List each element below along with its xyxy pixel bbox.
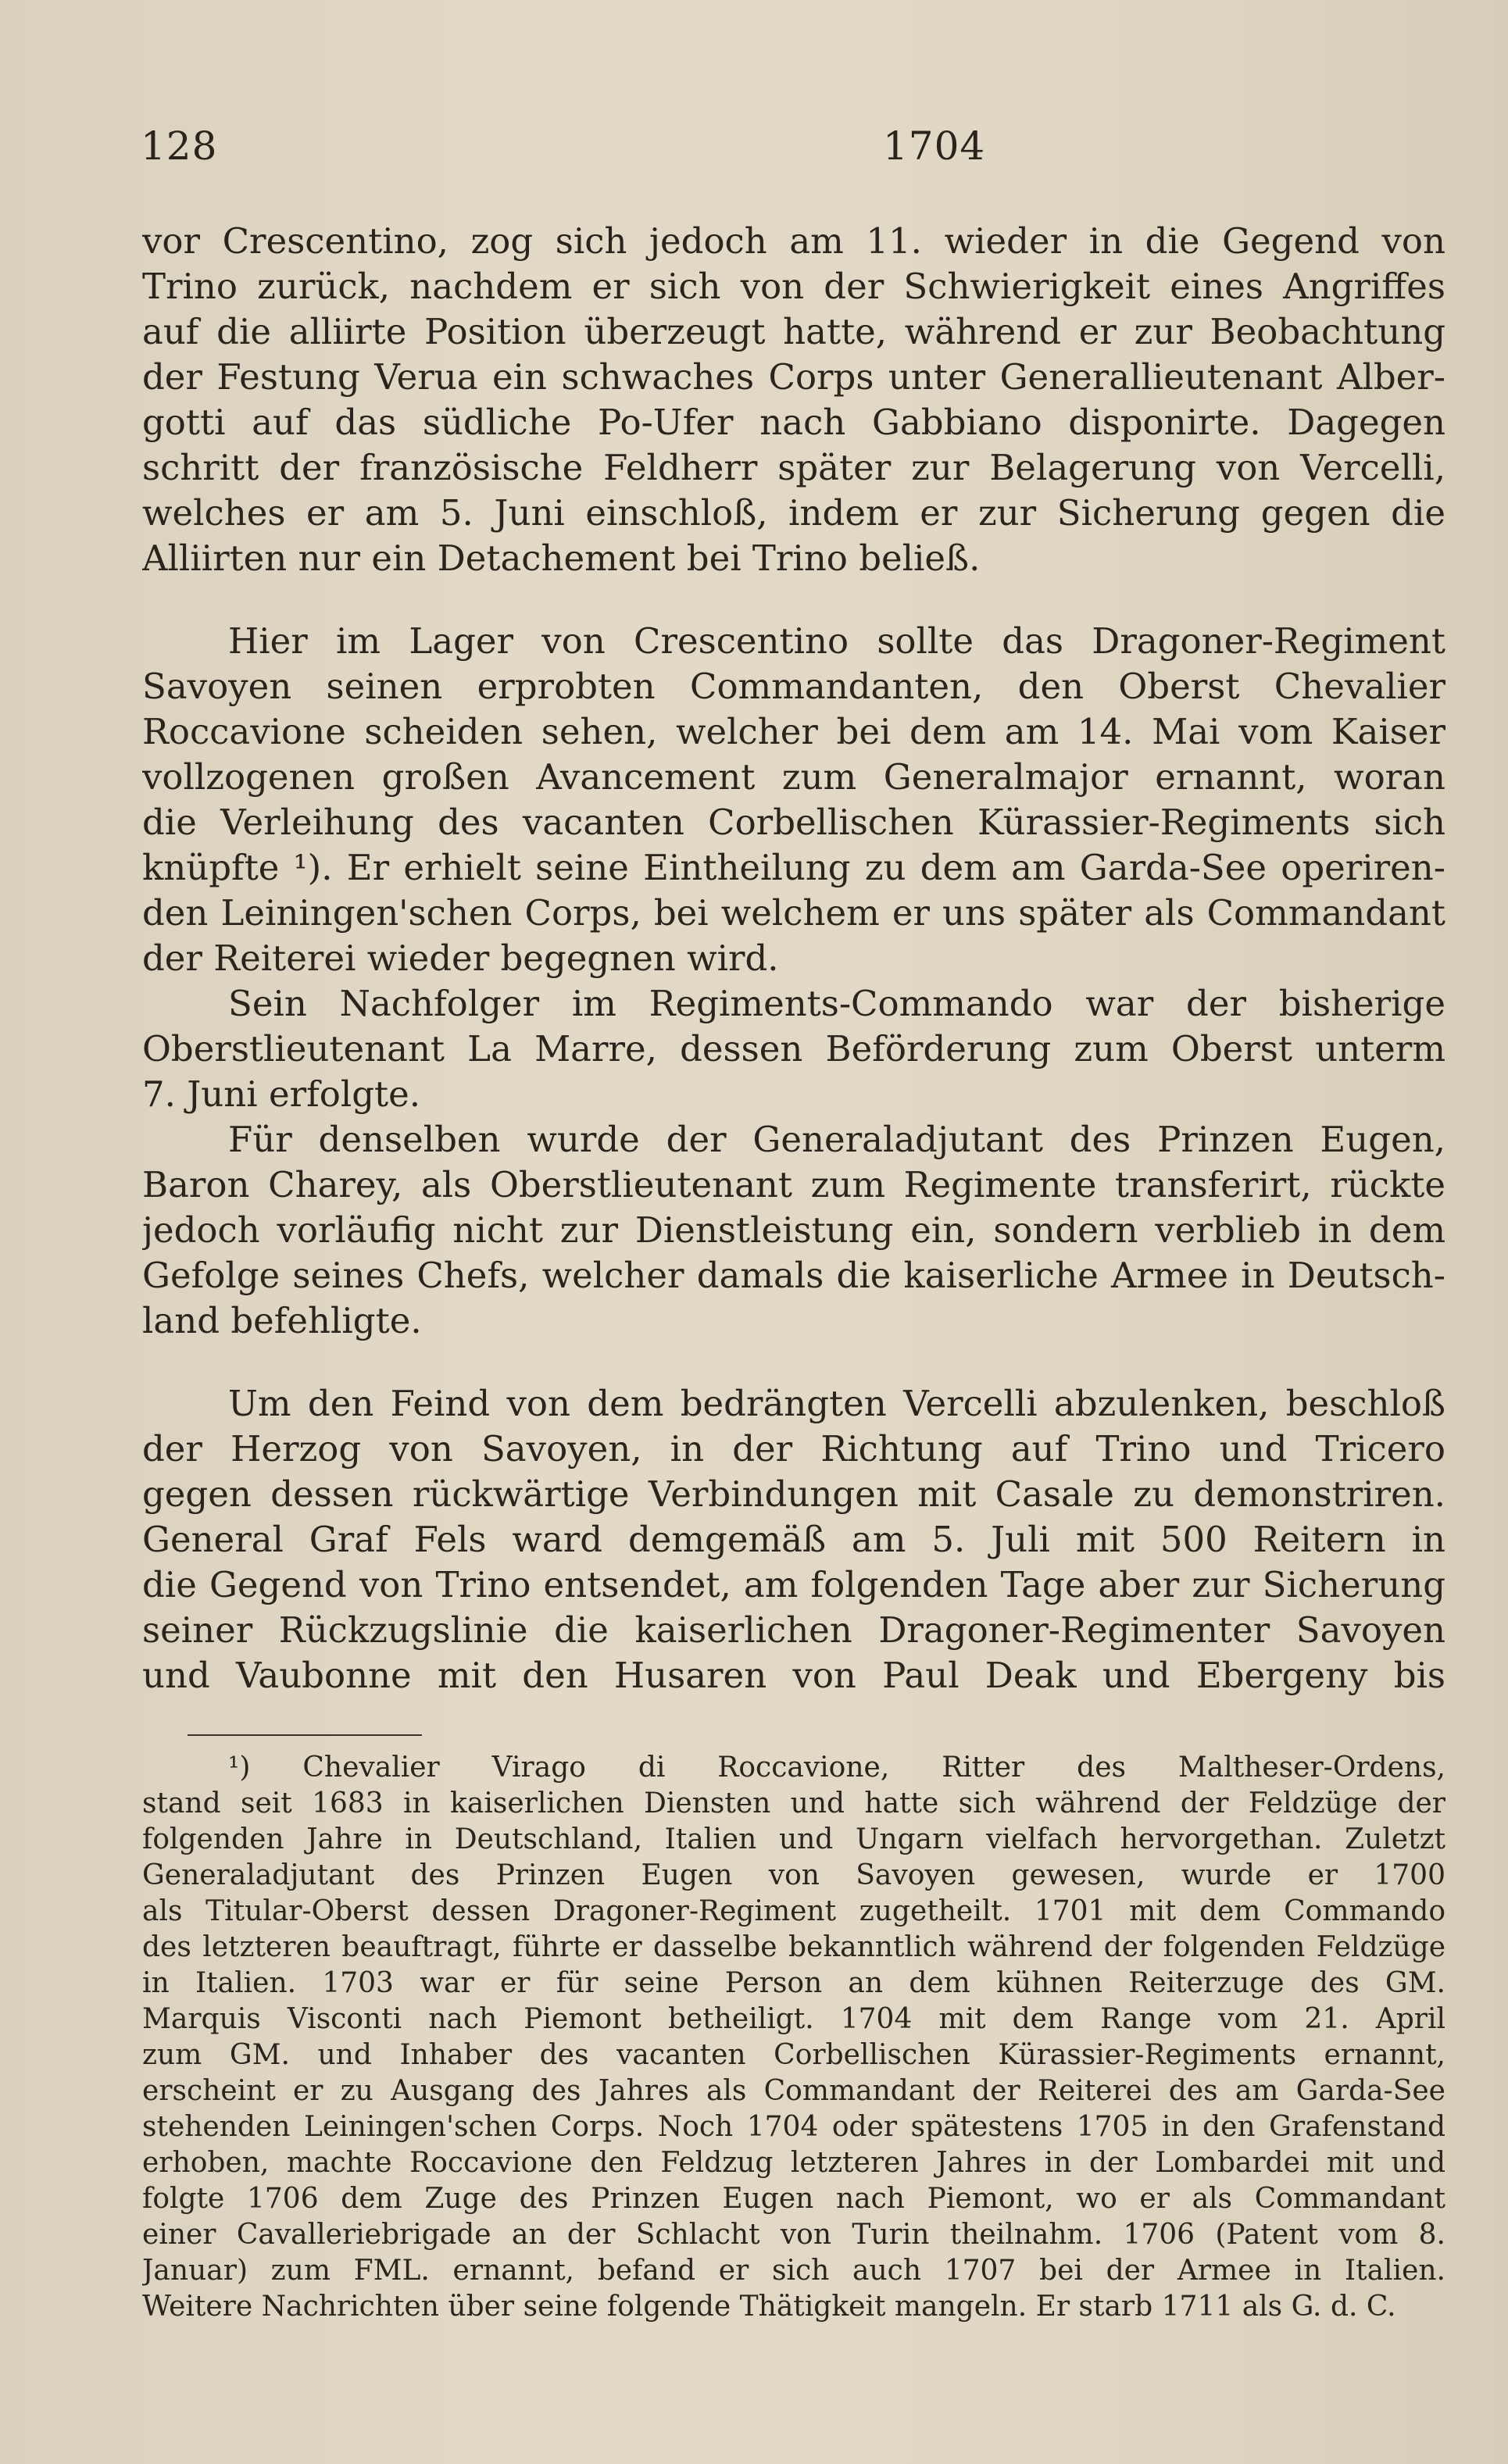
footnote-line: des letzteren beauftragt, führte er dasselbe bekanntlich während der folgenden Feldzüge (142, 1931, 1445, 1963)
footnote-line: in Italien. 1703 war er für seine Person an dem kühnen Reiterzuge des GM. (142, 1967, 1445, 1999)
text-line: knüpfte ¹). Er erhielt seine Eintheilung zu dem am Garda-See operiren- (142, 847, 1445, 888)
text-line: Baron Charey, als Oberstlieutenant zum Regimente transferirt, rückte (142, 1164, 1445, 1205)
text-line: die Verleihung des vacanten Corbellischen Kürassier-Regiments sich (142, 802, 1445, 843)
text-line: gegen dessen rückwärtige Verbindungen mit Casale zu demonstriren. (142, 1473, 1445, 1515)
footnote-line: folgenden Jahre in Deutschland, Italien und Ungarn vielfach hervorgethan. Zuletzt (142, 1823, 1445, 1855)
text-line: auf die alliirte Position überzeugt hatte, während er zur Beobachtung (142, 311, 1445, 352)
text-line: Um den Feind von dem bedrängten Vercelli abzulenken, beschloß (228, 1383, 1445, 1424)
text-line: gotti auf das südliche Po-Ufer nach Gabbiano disponirte. Dagegen (142, 402, 1445, 443)
text-line: der Reiterei wieder begegnen wird. (142, 937, 779, 979)
text-line: schritt der französische Feldherr später zur Belagerung von Vercelli, (142, 447, 1445, 488)
text-line: der Festung Verua ein schwaches Corps unter Generallieutenant Alber- (142, 356, 1445, 398)
footnote-line: als Titular-Oberst dessen Dragoner-Regiment zugetheilt. 1701 mit dem Commando (142, 1895, 1445, 1927)
text-line: Für denselben wurde der Generaladjutant des Prinzen Eugen, (228, 1119, 1445, 1160)
text-line: vollzogenen großen Avancement zum Generalmajor ernannt, woran (142, 756, 1445, 798)
running-head-year: 1704 (883, 123, 986, 169)
footnote-line: erhoben, machte Roccavione den Feldzug letzteren Jahres in der Lombardei mit und (142, 2147, 1445, 2179)
text-line: Hier im Lager von Crescentino sollte das Dragoner-Regiment (228, 620, 1445, 662)
footnote-line: folgte 1706 dem Zuge des Prinzen Eugen nach Piemont, wo er als Commandant (142, 2183, 1445, 2215)
text-line: den Leiningen'schen Corps, bei welchem er uns später als Commandant (142, 892, 1445, 934)
footnote-line: ¹) Chevalier Virago di Roccavione, Ritter des Maltheser-Ordens, (228, 1752, 1445, 1784)
footnote-line: zum GM. und Inhaber des vacanten Corbellischen Kürassier-Regiments ernannt, (142, 2039, 1445, 2071)
text-line: und Vaubonne mit den Husaren von Paul Deak und Ebergeny bis (142, 1655, 1445, 1696)
text-line: welches er am 5. Juni einschloß, indem er zur Sicherung gegen die (142, 492, 1445, 534)
footnote (142, 1750, 1445, 2325)
text-line: General Graf Fels ward demgemäß am 5. Juli mit 500 Reitern in (142, 1519, 1445, 1560)
text-line: land befehligte. (142, 1300, 422, 1341)
footnote-line: Marquis Visconti nach Piemont betheiligt. 1704 mit dem Range vom 21. April (142, 2003, 1445, 2035)
text-line: Savoyen seinen erprobten Commandanten, den Oberst Chevalier (142, 666, 1445, 707)
footnote-line: Generaladjutant des Prinzen Eugen von Savoyen gewesen, wurde er 1700 (142, 1859, 1445, 1891)
footnote-line: Januar) zum FML. ernannt, befand er sich auch 1707 bei der Armee in Italien. (142, 2255, 1445, 2287)
text-line: Gefolge seines Chefs, welcher damals die kaiserliche Armee in Deutsch- (142, 1255, 1445, 1296)
text-line: der Herzog von Savoyen, in der Richtung auf Trino und Tricero (142, 1428, 1445, 1469)
text-line: vor Crescentino, zog sich jedoch am 11. wieder in die Gegend von (142, 220, 1445, 262)
footnote-line: einer Cavalleriebrigade an der Schlacht von Turin theilnahm. 1706 (Patent vom 8. (142, 2219, 1445, 2251)
text-line: Sein Nachfolger im Regiments-Commando war der bisherige (228, 983, 1445, 1024)
text-line: Roccavione scheiden sehen, welcher bei dem am 14. Mai vom Kaiser (142, 711, 1445, 752)
footnote-line: stehenden Leiningen'schen Corps. Noch 1704 oder spätestens 1705 in den Grafenstand (142, 2111, 1445, 2143)
body-text (142, 219, 1445, 1698)
paragraph-gap (142, 1344, 1445, 1381)
page-number: 128 (141, 123, 218, 169)
footnote-line: stand seit 1683 in kaiserlichen Diensten und hatte sich während der Feldzüge der (142, 1787, 1445, 1819)
footnote-line: erscheint er zu Ausgang des Jahres als Commandant der Reiterei des am Garda-See (142, 2075, 1445, 2107)
text-line: die Gegend von Trino entsendet, am folgenden Tage aber zur Sicherung (142, 1564, 1445, 1605)
page-header (141, 123, 1445, 178)
footnote-line: Weitere Nachrichten über seine folgende Thätigkeit mangeln. Er starb 1711 als G. d. C. (142, 2291, 1396, 2323)
text-line: seiner Rückzugslinie die kaiserlichen Dragoner-Regimenter Savoyen (142, 1609, 1445, 1651)
text-line: 7. Juni erfolgte. (142, 1073, 421, 1115)
text-line: Trino zurück, nachdem er sich von der Schwierigkeit eines Angriffes (142, 266, 1445, 307)
footnote-divider (188, 1734, 422, 1736)
text-line: Alliirten nur ein Detachement bei Trino beließ. (142, 537, 981, 579)
text-line: Oberstlieutenant La Marre, dessen Beförderung zum Oberst unterm (142, 1028, 1445, 1070)
text-line: jedoch vorläufig nicht zur Dienstleistung ein, sondern verblieb in dem (142, 1209, 1445, 1251)
paragraph-gap (142, 581, 1445, 619)
